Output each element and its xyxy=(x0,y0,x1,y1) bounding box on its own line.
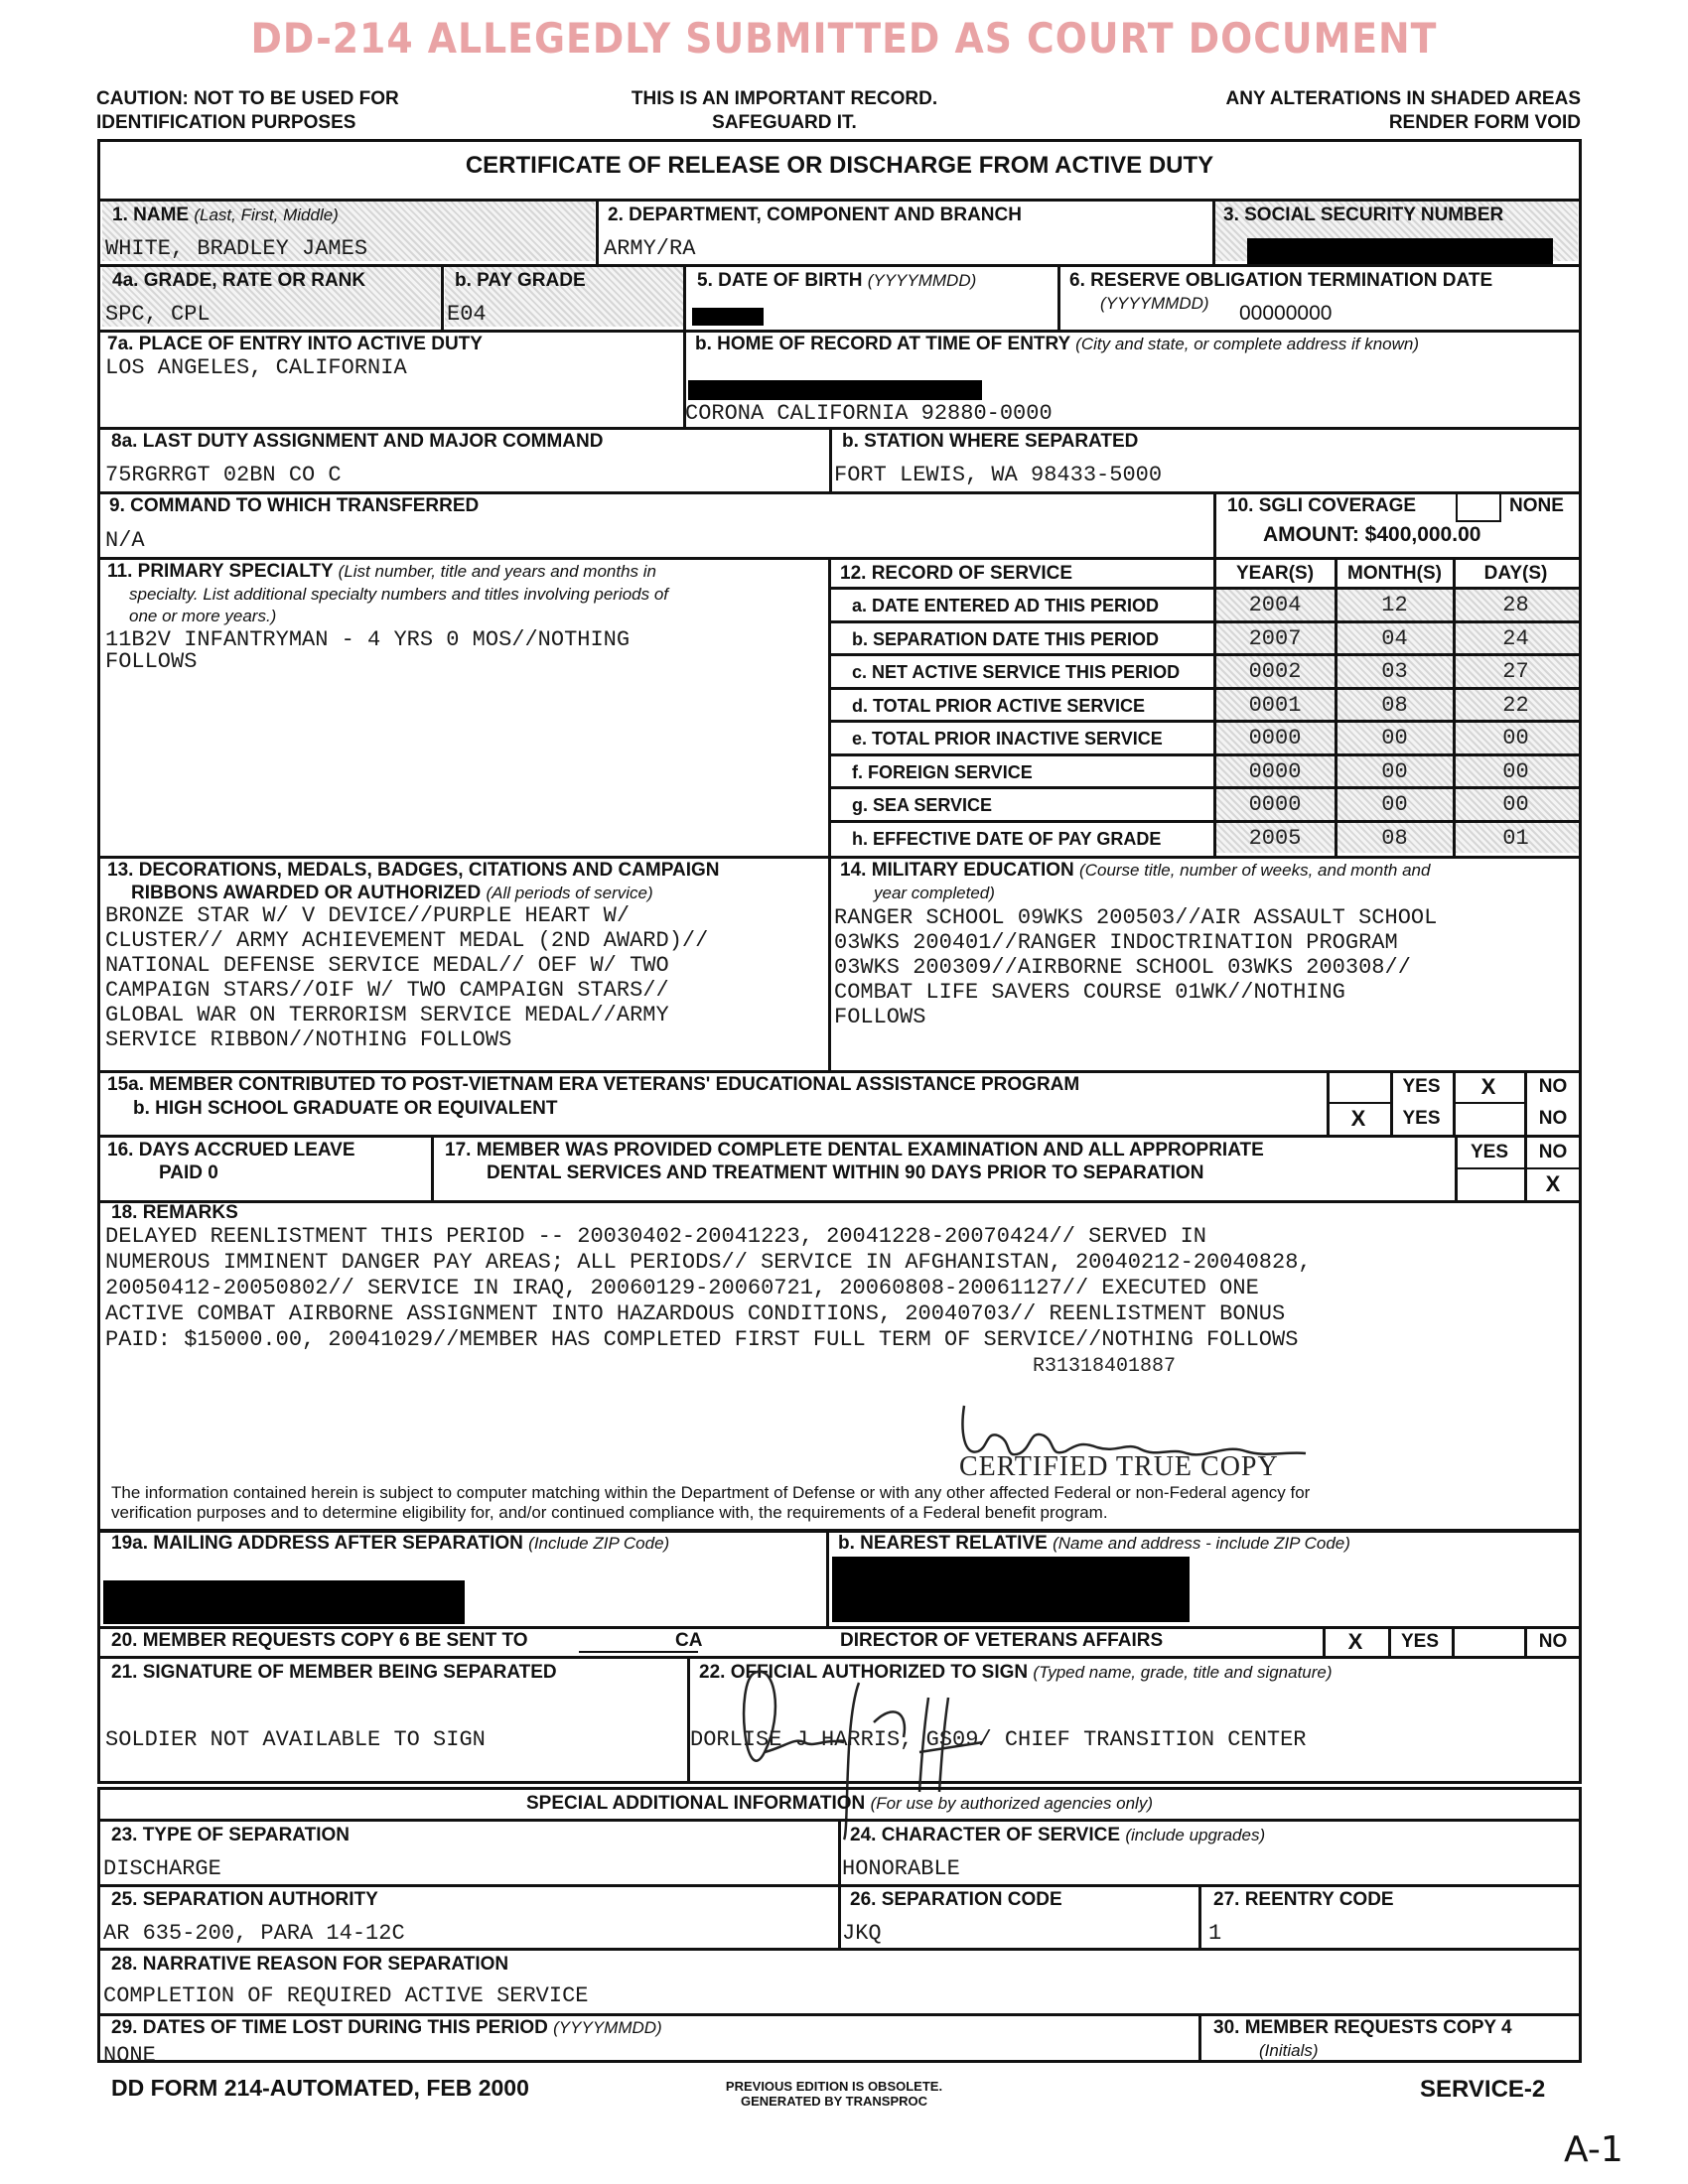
home-record-redaction xyxy=(688,380,982,400)
service-row-label: g. SEA SERVICE xyxy=(852,795,993,815)
veap-yes-label: YES xyxy=(1402,1076,1441,1097)
sgli-none-checkbox xyxy=(1456,494,1501,522)
member-signature-value: SOLDIER NOT AVAILABLE TO SIGN xyxy=(105,1727,486,1752)
separation-authority-label: 25. SEPARATION AUTHORITY xyxy=(111,1889,378,1910)
copy6-yes-mark: X xyxy=(1347,1629,1363,1654)
text-line: FOLLOWS xyxy=(834,1005,926,1029)
character-service-label: 24. CHARACTER OF SERVICE (include upgrades) xyxy=(850,1825,1266,1845)
high-school-label: b. HIGH SCHOOL GRADUATE OR EQUIVALENT xyxy=(133,1098,558,1119)
service-row-months: 08 xyxy=(1381,692,1408,718)
name-value: WHITE, BRADLEY JAMES xyxy=(105,236,368,261)
ssn-redaction xyxy=(1247,238,1553,265)
text-line: 03WKS 200401//RANGER INDOCTRINATION PROGRAM xyxy=(834,930,1398,955)
dental-yes-label: YES xyxy=(1470,1142,1509,1162)
department-value: ARMY/RA xyxy=(604,236,696,261)
service-row-years: 0000 xyxy=(1248,758,1302,784)
exhibit-label: A-1 xyxy=(1564,2129,1623,2170)
remarks-text xyxy=(105,1224,1312,1353)
high-school-no-label: NO xyxy=(1538,1108,1568,1129)
text-line: 20050412-20050802// SERVICE IN IRAQ, 20060129-20060721, 20060808-20061127// EXECUTED ONE xyxy=(105,1276,1259,1300)
high-school-yes-label: YES xyxy=(1402,1108,1441,1129)
form-number: DD FORM 214-AUTOMATED, FEB 2000 xyxy=(111,2075,529,2101)
separation-code-value: JKQ xyxy=(842,1921,882,1946)
accrued-leave-label: 16. DAYS ACCRUED LEAVE xyxy=(107,1140,355,1160)
dob-redaction xyxy=(692,308,764,326)
service-row-days: 27 xyxy=(1502,659,1529,684)
service-row-months: 12 xyxy=(1381,593,1408,617)
command-transferred-value: N/A xyxy=(105,528,145,553)
sgli-label: 10. SGLI COVERAGE xyxy=(1227,495,1417,516)
col-months: MONTH(S) xyxy=(1347,563,1442,584)
text-line: CAMPAIGN STARS//OIF W/ TWO CAMPAIGN STARS// xyxy=(105,978,669,1003)
accrued-leave-value: PAID 0 xyxy=(159,1162,218,1183)
character-service-value: HONORABLE xyxy=(842,1856,960,1881)
remarks-label: 18. REMARKS xyxy=(111,1202,238,1223)
service-row-days: 28 xyxy=(1502,593,1529,617)
reentry-code-value: 1 xyxy=(1208,1921,1222,1946)
time-lost-label: 29. DATES OF TIME LOST DURING THIS PERIOD (YYYYMMDD) xyxy=(111,2017,662,2038)
copy4-label: 30. MEMBER REQUESTS COPY 4 xyxy=(1213,2017,1512,2038)
service-row-days: 24 xyxy=(1502,625,1529,651)
computer-matching-notice xyxy=(111,1483,1310,1523)
primary-specialty-label: 11. PRIMARY SPECIALTY (List number, title and years and months in xyxy=(107,561,656,582)
col-years: YEAR(S) xyxy=(1235,563,1315,584)
previous-edition-line: PREVIOUS EDITION IS OBSOLETE. xyxy=(725,2079,943,2094)
grade-label: 4a. GRADE, RATE OR RANK xyxy=(112,270,366,291)
narrative-reason-value: COMPLETION OF REQUIRED ACTIVE SERVICE xyxy=(103,1983,589,2008)
service-row-label: a. DATE ENTERED AD THIS PERIOD xyxy=(852,596,1160,615)
primary-specialty-hint-3: one or more years.) xyxy=(129,607,277,625)
copy6-label: 20. MEMBER REQUESTS COPY 6 BE SENT TO xyxy=(111,1630,528,1651)
text-line: COMBAT LIFE SAVERS COURSE 01WK//NOTHING xyxy=(834,980,1345,1005)
primary-specialty-value-2: FOLLOWS xyxy=(105,649,198,674)
service-row-months: 08 xyxy=(1381,825,1408,851)
important-notice xyxy=(556,87,1013,135)
service-row-years: 2007 xyxy=(1248,625,1302,651)
service-row-days: 00 xyxy=(1502,758,1529,784)
paygrade-label: b. PAY GRADE xyxy=(455,270,586,291)
separation-type-label: 23. TYPE OF SEPARATION xyxy=(111,1825,351,1845)
primary-specialty-hint-2: specialty. List additional specialty numbers and titles involving periods of xyxy=(129,585,669,604)
copy-designation: SERVICE-2 xyxy=(1420,2076,1546,2103)
entry-place-label: 7a. PLACE OF ENTRY INTO ACTIVE DUTY xyxy=(107,334,483,354)
high-school-yes-mark: X xyxy=(1350,1106,1366,1131)
paygrade-value: E04 xyxy=(447,302,487,327)
separation-type-value: DISCHARGE xyxy=(103,1856,221,1881)
military-education-label: 14. MILITARY EDUCATION (Course title, number of weeks, and month and xyxy=(840,860,1431,881)
text-line: GLOBAL WAR ON TERRORISM SERVICE MEDAL//ARMY xyxy=(105,1003,669,1027)
official-signer-label: 22. OFFICIAL AUTHORIZED TO SIGN (Typed name, grade, title and signature) xyxy=(699,1662,1333,1683)
copy4-hint: (Initials) xyxy=(1259,2041,1319,2060)
notice-line-2: verification purposes and to determine eligibility for, and/or continued compliance with, the requirements of a Federal benefit program. xyxy=(111,1503,1108,1522)
service-row-days: 22 xyxy=(1502,692,1529,718)
text-line: RANGER SCHOOL 09WKS 200503//AIR ASSAULT SCHOOL xyxy=(834,905,1438,930)
service-row-label: d. TOTAL PRIOR ACTIVE SERVICE xyxy=(852,695,1146,716)
service-row-label: h. EFFECTIVE DATE OF PAY GRADE xyxy=(852,828,1162,849)
alter-line-2: RENDER FORM VOID xyxy=(1388,112,1581,133)
text-line: NUMEROUS IMMINENT DANGER PAY AREAS; ALL PERIODS// SERVICE IN AFGHANISTAN, 20040212-20040828, xyxy=(105,1250,1312,1275)
record-of-service-label: 12. RECORD OF SERVICE xyxy=(840,563,1073,584)
text-line: SERVICE RIBBON//NOTHING FOLLOWS xyxy=(105,1027,512,1052)
text-line: 03WKS 200309//AIRBORNE SCHOOL 03WKS 200308// xyxy=(834,955,1411,980)
document-banner: DD-214 ALLEGEDLY SUBMITTED AS COURT DOCUMENT xyxy=(250,14,1438,63)
service-row-years: 0000 xyxy=(1248,792,1302,817)
service-row-days: 00 xyxy=(1502,792,1529,817)
service-row-label: f. FOREIGN SERVICE xyxy=(852,761,1033,782)
reentry-code-label: 27. REENTRY CODE xyxy=(1213,1889,1394,1910)
text-line: PAID: $15000.00, 20041029//MEMBER HAS COMPLETED FIRST FULL TERM OF SERVICE//NOTHING FOLLOWS xyxy=(105,1327,1299,1352)
text-line: DELAYED REENLISTMENT THIS PERIOD -- 20030402-20041223, 20041228-20070424// SERVED IN xyxy=(105,1224,1206,1249)
service-row-years: 0002 xyxy=(1248,659,1302,684)
service-row-label: e. TOTAL PRIOR INACTIVE SERVICE xyxy=(852,729,1163,749)
dental-no-mark: X xyxy=(1545,1171,1561,1196)
important-line-2: SAFEGUARD IT. xyxy=(712,112,857,133)
text-line: BRONZE STAR W/ V DEVICE//PURPLE HEART W/ xyxy=(105,903,631,928)
service-row-months: 00 xyxy=(1381,758,1408,784)
col-days: DAY(S) xyxy=(1483,563,1548,584)
remarks-stamp-code: R31318401887 xyxy=(1033,1355,1177,1378)
service-row-label: c. NET ACTIVE SERVICE THIS PERIOD xyxy=(852,662,1181,682)
caution-line-1: CAUTION: NOT TO BE USED FOR xyxy=(96,88,399,109)
official-signer-value: DORLISE J HARRIS, GS09/ CHIEF TRANSITION CENTER xyxy=(690,1727,1307,1752)
primary-specialty-value-1: 11B2V INFANTRYMAN - 4 YRS 0 MOS//NOTHING xyxy=(105,627,631,652)
copy6-no-label: NO xyxy=(1538,1631,1568,1652)
mailing-address-redaction xyxy=(103,1580,465,1624)
department-label: 2. DEPARTMENT, COMPONENT AND BRANCH xyxy=(608,205,1022,225)
narrative-reason-label: 28. NARRATIVE REASON FOR SEPARATION xyxy=(111,1954,509,1975)
mailing-address-label: 19a. MAILING ADDRESS AFTER SEPARATION (Include ZIP Code) xyxy=(111,1533,670,1554)
command-transferred-label: 9. COMMAND TO WHICH TRANSFERRED xyxy=(109,495,480,516)
station-label: b. STATION WHERE SEPARATED xyxy=(842,431,1139,452)
form-title: CERTIFICATE OF RELEASE OR DISCHARGE FROM ACTIVE DUTY xyxy=(465,152,1214,179)
caution-notice xyxy=(96,87,399,135)
reserve-hint: (YYYYMMDD) xyxy=(1100,294,1209,313)
sgli-none-label: NONE xyxy=(1509,495,1564,516)
military-education-hint-2: year completed) xyxy=(874,884,995,902)
grade-value: SPC, CPL xyxy=(105,302,211,327)
member-signature-label: 21. SIGNATURE OF MEMBER BEING SEPARATED xyxy=(111,1662,557,1683)
notice-line-1: The information contained herein is subject to computer matching within the Department of Defense or with any other affected Federal or non-Federal agency for xyxy=(111,1483,1311,1502)
reserve-value: 00000000 xyxy=(1239,302,1333,325)
veap-no-mark: X xyxy=(1480,1074,1496,1099)
separation-authority-value: AR 635-200, PARA 14-12C xyxy=(103,1921,405,1946)
service-row-months: 03 xyxy=(1381,659,1408,684)
text-line: NATIONAL DEFENSE SERVICE MEDAL// OEF W/ TWO xyxy=(105,953,669,978)
service-row-days: 00 xyxy=(1502,726,1529,751)
decorations-label-1: 13. DECORATIONS, MEDALS, BADGES, CITATIONS AND CAMPAIGN xyxy=(107,860,720,881)
station-value: FORT LEWIS, WA 98433-5000 xyxy=(834,463,1163,487)
service-row-label: b. SEPARATION DATE THIS PERIOD xyxy=(852,628,1160,649)
service-row-years: 2005 xyxy=(1248,825,1302,851)
service-row-years: 0000 xyxy=(1248,726,1302,751)
text-line: CLUSTER// ARMY ACHIEVEMENT MEDAL (2ND AWARD)// xyxy=(105,928,709,953)
military-education-list xyxy=(834,905,1437,1029)
dental-no-label: NO xyxy=(1538,1142,1568,1162)
service-row-days: 01 xyxy=(1502,825,1529,851)
copy6-office: DIRECTOR OF VETERANS AFFAIRS xyxy=(840,1630,1164,1651)
alter-line-1: ANY ALTERATIONS IN SHADED AREAS xyxy=(1225,88,1581,109)
service-row-months: 00 xyxy=(1381,726,1408,751)
alteration-notice xyxy=(1225,87,1581,135)
ssn-label: 3. SOCIAL SECURITY NUMBER xyxy=(1223,205,1504,225)
separation-code-label: 26. SEPARATION CODE xyxy=(850,1889,1062,1910)
dob-label: 5. DATE OF BIRTH (YYYYMMDD) xyxy=(697,270,977,291)
certified-true-copy-stamp: CERTIFIED TRUE COPY xyxy=(959,1451,1279,1482)
name-label: 1. NAME (Last, First, Middle) xyxy=(112,205,339,225)
duty-assignment-label: 8a. LAST DUTY ASSIGNMENT AND MAJOR COMMAND xyxy=(111,431,604,452)
service-row-months: 00 xyxy=(1381,792,1408,817)
copy6-state: CA xyxy=(675,1630,703,1651)
time-lost-value: NONE xyxy=(103,2043,156,2068)
nearest-relative-redaction xyxy=(832,1557,1190,1622)
nearest-relative-label: b. NEAREST RELATIVE (Name and address - include ZIP Code) xyxy=(838,1533,1350,1554)
dental-label-2: DENTAL SERVICES AND TREATMENT WITHIN 90 DAYS PRIOR TO SEPARATION xyxy=(487,1162,1204,1183)
service-row-months: 04 xyxy=(1381,625,1408,651)
entry-place-value: LOS ANGELES, CALIFORNIA xyxy=(105,355,407,380)
special-info-title: SPECIAL ADDITIONAL INFORMATION (For use by authorized agencies only) xyxy=(525,1793,1153,1814)
decorations-label-2: RIBBONS AWARDED OR AUTHORIZED (All periods of service) xyxy=(131,883,653,903)
veap-label: 15a. MEMBER CONTRIBUTED TO POST-VIETNAM ERA VETERANS' EDUCATIONAL ASSISTANCE PROGRAM xyxy=(107,1074,1080,1095)
copy6-yes-label: YES xyxy=(1400,1631,1440,1652)
duty-assignment-value: 75RGRRGT 02BN CO C xyxy=(105,463,342,487)
service-row-years: 2004 xyxy=(1248,593,1302,617)
service-row-years: 0001 xyxy=(1248,692,1302,718)
important-line-1: THIS IS AN IMPORTANT RECORD. xyxy=(631,88,938,109)
home-record-value: CORONA CALIFORNIA 92880-0000 xyxy=(685,401,1053,426)
sgli-amount: AMOUNT: $400,000.00 xyxy=(1263,523,1481,546)
veap-no-label: NO xyxy=(1538,1076,1568,1097)
dental-label-1: 17. MEMBER WAS PROVIDED COMPLETE DENTAL EXAMINATION AND ALL APPROPRIATE xyxy=(445,1140,1264,1160)
previous-edition-note xyxy=(695,2079,973,2109)
decorations-list xyxy=(105,903,708,1052)
reserve-label: 6. RESERVE OBLIGATION TERMINATION DATE xyxy=(1069,270,1493,291)
generated-by-line: GENERATED BY TRANSPROC xyxy=(740,2094,928,2109)
caution-line-2: IDENTIFICATION PURPOSES xyxy=(96,112,356,133)
home-record-label: b. HOME OF RECORD AT TIME OF ENTRY (City and state, or complete address if known) xyxy=(695,334,1419,354)
text-line: ACTIVE COMBAT AIRBORNE ASSIGNMENT INTO HAZARDOUS CONDITIONS, 20040703// REENLISTMENT BONUS xyxy=(105,1301,1286,1326)
